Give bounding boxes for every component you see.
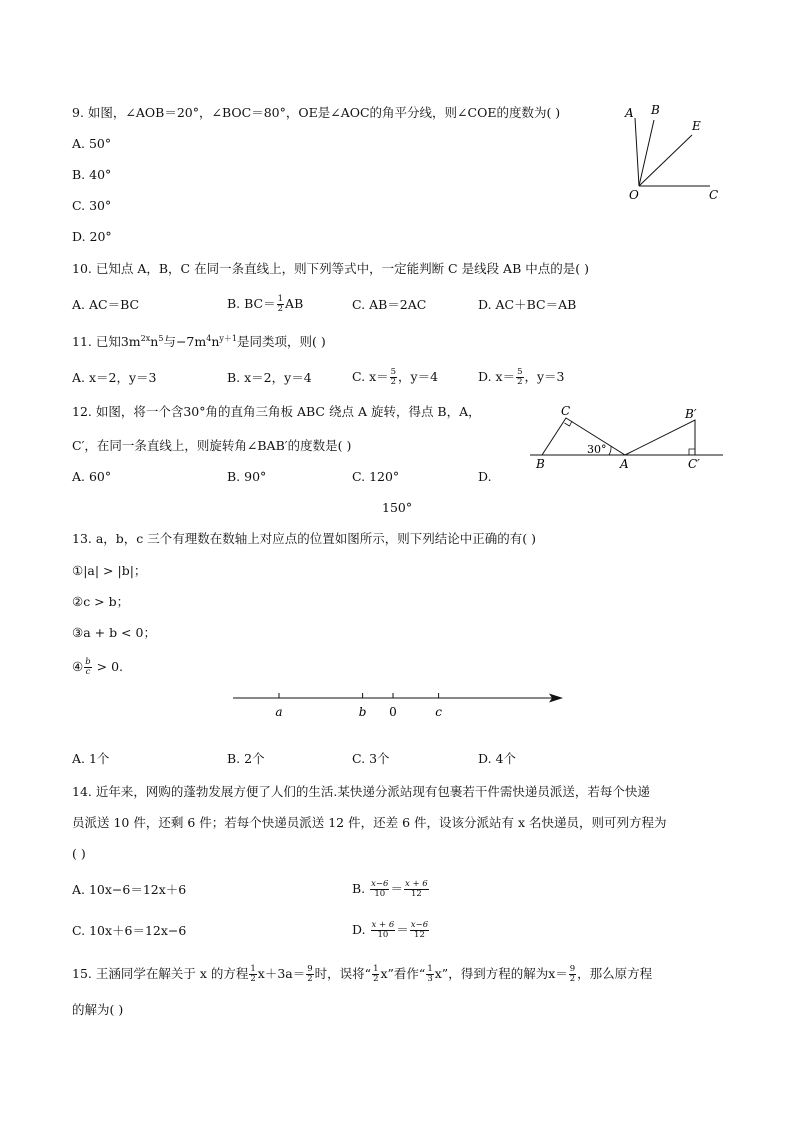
q10-option-c: C. AB＝2AC (352, 297, 427, 312)
label-b1: B′ (685, 407, 697, 421)
right-angle-c1 (689, 449, 695, 455)
q13-item3: ③a + b < 0； (72, 625, 156, 640)
q13-stem: 13. a，b，c 三个有理数在数轴上对应点的位置如图所示，则下列结论中正确的有( ) (72, 531, 537, 546)
right-angle-c (565, 421, 573, 426)
q11-option-d: D. x＝ $\frac{5}{2}$ ，y＝3 (478, 367, 565, 387)
tick-label-0: a (275, 705, 283, 719)
ray-oa (635, 118, 639, 186)
q13-option-c: C. 3个 (352, 751, 390, 766)
tick-label-2: 0 (389, 705, 397, 719)
q13-option-b: B. 2个 (227, 751, 265, 766)
q13-item2: ②c > b； (72, 594, 130, 609)
q9-angle-figure (610, 95, 740, 210)
ray-ob (639, 120, 654, 186)
q10-option-d: D. AC＋BC＝AB (478, 297, 577, 312)
q12-option-c: C. 120° (352, 469, 400, 484)
q9-option-a: A. 50° (72, 136, 112, 151)
q11-option-c: C. x＝ $\frac{5}{2}$ ，y＝4 (352, 367, 439, 387)
label-b: B (536, 457, 545, 471)
label-30: 30° (587, 443, 607, 456)
q13-item1: ①|a| > |b|； (72, 563, 147, 578)
q11-stem: 11. 已知$3m^{2x}n^5$与$-7m^4n^{y+1}$是同类项，则( ) (72, 333, 326, 349)
q10-option-a: A. AC＝BC (72, 297, 140, 312)
q12-option-d: D. (478, 469, 492, 484)
q13-option-a: A. 1个 (72, 751, 110, 766)
label-o: O (629, 188, 639, 202)
q15-line2: 的解为( ) (72, 1002, 124, 1017)
angle-arc (609, 446, 611, 455)
q13-item4: ④ $\frac{b}{c}$ > 0. (72, 657, 124, 677)
q14-option-d: D. $\frac{x + 6}{10}$ ＝ $\frac{x-6}{12}$ (352, 920, 429, 940)
q13-option-d: D. 4个 (478, 751, 516, 766)
q11-option-b: B. x＝2，y＝4 (227, 370, 312, 385)
q12-option-a: A. 60° (72, 469, 112, 484)
q9-option-d: D. 20° (72, 229, 112, 244)
label-c: C (709, 188, 719, 202)
q14-option-b: B. $\frac{x-6}{10}$ ＝ $\frac{x + 6}{12}$ (352, 879, 428, 899)
q14-option-c: C. 10x＋6＝12x−6 (72, 923, 187, 938)
label-a: A (620, 457, 629, 471)
q13-number-line (230, 688, 570, 724)
q10-stem: 10. 已知点 A，B，C 在同一条直线上，则下列等式中，一定能判断 C 是线段 AB 中点的是( ) (72, 261, 589, 276)
tick-label-3: c (435, 705, 442, 719)
label-c: C (561, 404, 571, 418)
triangle-ab1c1 (625, 420, 695, 455)
q12-line1: 12. 如图，将一个含30°角的直角三角板 ABC 绕点 A 旋转，得点 B，A， (72, 404, 481, 419)
label-b: B (651, 103, 660, 117)
label-e: E (692, 119, 701, 133)
q9-option-b: B. 40° (72, 167, 112, 182)
q15-line1: 15. 王涵同学在解关于 x 的方程 $\frac{1}{2}$ x＋3a＝ $\frac{9}{2}$ 时，误将“ $\frac{1}{2}$ x”看作“ $\frac{1}{3}$ x”，得到方程的解为x＝ $\frac{9}{2}$ ，那么原方程 (72, 964, 653, 984)
q10-option-b: B. BC＝ $\frac{1}{2}$ AB (227, 294, 304, 314)
q14-line1: 14. 近年来，网购的蓬勃发展方便了人们的生活.某快递分派站现有包裹若干件需快递员派送，若每个快递 (72, 784, 650, 799)
triangle-abc (542, 418, 625, 455)
q14-line2: 员派送 10 件，还剩 6 件；若每个快递员派送 12 件，还差 6 件，设该分派站有 x 名快递员，则可列方程为 (72, 815, 667, 830)
tick-label-1: b (358, 705, 367, 719)
q9-stem: 9. 如图，∠AOB＝20°，∠BOC＝80°，OE是∠AOC的角平分线，则∠COE的度数为( ) (72, 105, 561, 120)
ray-oe (639, 135, 692, 186)
label-c1: C′ (688, 457, 700, 471)
q12-triangle-figure (525, 398, 730, 474)
q12-option-d-value: 150° (382, 500, 413, 515)
q14-line3: ( ) (72, 846, 86, 861)
q11-option-a: A. x＝2，y＝3 (72, 370, 157, 385)
q12-line2: C′，在同一条直线上，则旋转角∠BAB′的度数是( ) (72, 438, 352, 453)
label-a: A (625, 106, 634, 120)
q9-option-c: C. 30° (72, 198, 112, 213)
q12-option-b: B. 90° (227, 469, 267, 484)
q14-option-a: A. 10x−6＝12x＋6 (72, 882, 187, 897)
